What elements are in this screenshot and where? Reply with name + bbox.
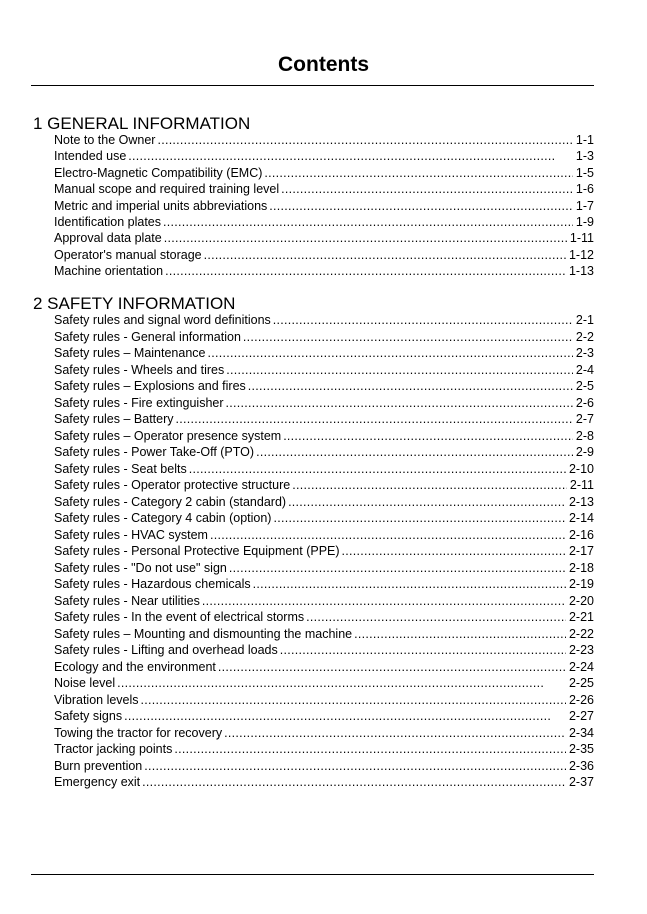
- toc-entry-title: Safety rules - Fire extinguisher: [54, 395, 224, 410]
- toc-entry-title: Safety rules - In the event of electrical storms: [54, 610, 305, 624]
- toc-entry-title: Safety rules – Mounting and dismounting the machine: [54, 626, 353, 641]
- toc-entry-title: Safety rules – Battery: [54, 412, 174, 426]
- dot-leader: [354, 626, 566, 643]
- toc-entry[interactable]: [54, 593, 594, 610]
- toc-entry-page: 2-34: [568, 725, 594, 740]
- toc-entry-page: 2-3: [575, 346, 594, 360]
- toc-entry-title: Safety rules - Personal Protective Equipment (PPE): [54, 544, 340, 558]
- toc-entry[interactable]: [54, 725, 594, 742]
- toc-entry-title: Safety rules - Near utilities: [54, 593, 200, 608]
- toc-entry-page: 2-23: [568, 643, 594, 657]
- toc-entry-title: Approval data plate: [54, 231, 162, 246]
- toc-entry-title: Identification plates: [54, 214, 162, 229]
- toc-entry-title: Safety rules - Operator protective structure: [54, 478, 291, 492]
- toc-entry-page: 2-8: [575, 428, 594, 443]
- toc-entry-title: Manual scope and required training level: [54, 182, 280, 197]
- toc-entry-title: Safety rules and signal word definitions: [54, 313, 271, 327]
- toc-entry-page: 2-19: [568, 577, 594, 591]
- dot-leader: [280, 642, 566, 659]
- toc-entry-page: 2-17: [568, 544, 594, 558]
- toc-entry[interactable]: [54, 642, 594, 659]
- dot-leader: [253, 576, 566, 593]
- dot-leader: [224, 725, 566, 742]
- toc-entry-page: 1-11: [569, 231, 594, 246]
- toc-entry-title: Safety rules - Category 2 cabin (standard): [54, 494, 287, 509]
- toc-entry[interactable]: [54, 362, 594, 379]
- toc-entry[interactable]: [54, 510, 594, 527]
- toc-entry-title: Vibration levels: [54, 692, 139, 707]
- toc-entry[interactable]: [54, 345, 594, 362]
- dot-leader: [142, 774, 566, 791]
- toc-entry-title: Noise level: [54, 676, 116, 690]
- dot-leader: [292, 477, 567, 494]
- toc-entry-page: 1-3: [575, 149, 594, 164]
- dot-leader: [202, 593, 566, 610]
- toc-entry-page: 2-2: [575, 329, 594, 344]
- toc-entry-title: Safety rules - Seat belts: [54, 461, 187, 476]
- toc-entry-page: 2-10: [568, 461, 594, 476]
- toc-entry[interactable]: [54, 263, 594, 279]
- toc-entry-page: 2-35: [568, 742, 594, 756]
- toc-entry[interactable]: [54, 560, 594, 577]
- toc-entry-page: 2-24: [568, 659, 594, 674]
- toc-entry[interactable]: [54, 543, 594, 560]
- toc-entry[interactable]: [54, 395, 594, 412]
- toc-entry-title: Safety rules - Category 4 cabin (option): [54, 511, 272, 525]
- toc-entry[interactable]: [54, 477, 594, 494]
- toc-entry-title: Safety rules - Lifting and overhead loads: [54, 643, 278, 657]
- toc-entry-page: 2-7: [575, 412, 594, 426]
- toc-entry-page: 2-26: [568, 692, 594, 707]
- toc-entry-title: Operator's manual storage: [54, 247, 202, 262]
- toc-entry-page: 2-21: [568, 610, 594, 624]
- dot-leader: [226, 362, 573, 379]
- dot-leader: [243, 329, 573, 346]
- toc-entry-page: 2-11: [569, 478, 594, 492]
- toc-entry[interactable]: [54, 774, 594, 791]
- toc-entry-title: Electro-Magnetic Compatibility (EMC): [54, 165, 263, 180]
- toc-entry-title: Safety rules - Power Take-Off (PTO): [54, 445, 255, 459]
- toc-entry-page: 2-25: [568, 676, 594, 690]
- toc-entry[interactable]: [54, 758, 594, 775]
- dot-leader: [204, 247, 566, 263]
- toc-entry-title: Metric and imperial units abbreviations: [54, 198, 268, 213]
- toc-entry-page: 2-4: [575, 362, 594, 377]
- toc-entry-title: Ecology and the environment: [54, 659, 216, 674]
- toc-entry[interactable]: [54, 626, 594, 643]
- dot-leader: [273, 510, 566, 527]
- toc-entry[interactable]: [54, 132, 594, 148]
- dot-leader: [229, 560, 566, 577]
- toc-entry[interactable]: [54, 411, 594, 428]
- toc-entry-title: Safety rules - "Do not use" sign: [54, 560, 227, 575]
- toc-entry-title: Safety rules - Wheels and tires: [54, 362, 225, 377]
- toc-entry-title: Towing the tractor for recovery: [54, 725, 223, 740]
- toc-entry-title: Safety rules - General information: [54, 329, 241, 344]
- toc-entry-page: 2-13: [568, 494, 594, 509]
- toc-entry-page: 2-36: [568, 758, 594, 773]
- dot-leader: [128, 148, 573, 164]
- dot-leader: [281, 181, 573, 197]
- toc-entry[interactable]: [54, 428, 594, 445]
- toc-entry-page: 1-7: [575, 198, 594, 213]
- page-title: Contents: [278, 53, 369, 76]
- dot-leader: [218, 659, 566, 676]
- dot-leader: [269, 198, 573, 214]
- toc-entry[interactable]: [54, 527, 594, 544]
- toc-entry[interactable]: [54, 378, 594, 395]
- toc-entry[interactable]: [54, 741, 594, 758]
- toc-entry-page: 1-9: [575, 214, 594, 229]
- toc-entry-page: 1-13: [568, 264, 594, 279]
- toc-entry-title: Safety rules – Maintenance: [54, 346, 206, 360]
- toc-entry-page: 2-14: [568, 511, 594, 525]
- toc-entry-page: 2-18: [568, 560, 594, 575]
- toc-section-safety-information: [33, 295, 594, 791]
- toc-entry-page: 1-12: [568, 247, 594, 262]
- toc-entry-title: Safety rules - Hazardous chemicals: [54, 577, 251, 591]
- toc-entry[interactable]: [54, 444, 594, 461]
- dot-leader: [226, 395, 573, 412]
- toc-entry[interactable]: [54, 230, 594, 246]
- dot-leader: [248, 378, 573, 395]
- toc-section-general-information: [33, 115, 594, 280]
- toc-entry[interactable]: [54, 165, 594, 181]
- toc-entry[interactable]: [54, 692, 594, 709]
- header-divider: [31, 85, 594, 86]
- toc-entry[interactable]: [54, 675, 594, 692]
- toc-entry-page: 2-27: [568, 709, 594, 723]
- toc-entry[interactable]: [54, 198, 594, 214]
- toc-entry-title: Machine orientation: [54, 264, 164, 279]
- dot-leader: [117, 675, 566, 692]
- section-heading: 2 SAFETY INFORMATION: [33, 294, 236, 313]
- footer-divider: [31, 874, 594, 875]
- toc-entry-page: 1-1: [575, 133, 594, 147]
- dot-leader: [174, 741, 566, 758]
- toc-entry[interactable]: [54, 609, 594, 626]
- toc-entry-page: 2-5: [575, 379, 594, 393]
- toc-entry-page: 2-16: [568, 527, 594, 542]
- toc-list: [33, 132, 594, 280]
- dot-leader: [176, 411, 573, 428]
- toc-entry-title: Safety signs: [54, 709, 123, 723]
- toc-entry-page: 1-6: [575, 182, 594, 197]
- toc-entry[interactable]: [54, 247, 594, 263]
- toc-entry[interactable]: [54, 214, 594, 230]
- toc-entry[interactable]: [54, 329, 594, 346]
- toc-entry-title: Burn prevention: [54, 758, 143, 773]
- toc-entry-page: 2-9: [575, 445, 594, 459]
- toc-entry[interactable]: [54, 576, 594, 593]
- toc-entry[interactable]: [54, 659, 594, 676]
- toc-entry-page: 2-37: [568, 775, 594, 789]
- dot-leader: [207, 345, 572, 362]
- section-heading: 1 GENERAL INFORMATION: [33, 114, 251, 133]
- toc-entry[interactable]: [54, 494, 594, 511]
- dot-leader: [256, 444, 573, 461]
- dot-leader: [164, 230, 567, 246]
- dot-leader: [163, 214, 573, 230]
- toc-entry-page: 2-1: [575, 313, 594, 327]
- dot-leader: [124, 708, 566, 725]
- toc-entry-page: 2-22: [568, 626, 594, 641]
- toc-entry-page: 1-5: [575, 165, 594, 180]
- toc-entry[interactable]: [54, 312, 594, 329]
- dot-leader: [273, 312, 573, 329]
- toc-entry[interactable]: [54, 461, 594, 478]
- dot-leader: [157, 132, 572, 148]
- dot-leader: [288, 494, 566, 511]
- toc-entry-title: Intended use: [54, 149, 127, 164]
- toc-entry[interactable]: [54, 181, 594, 197]
- dot-leader: [141, 692, 566, 709]
- dot-leader: [283, 428, 573, 445]
- toc-entry-title: Note to the Owner: [54, 133, 156, 147]
- toc-entry-page: 2-20: [568, 593, 594, 608]
- toc-entry-title: Tractor jacking points: [54, 742, 173, 756]
- dot-leader: [342, 543, 566, 560]
- toc-entry-title: Emergency exit: [54, 775, 141, 789]
- toc-entry-title: Safety rules – Operator presence system: [54, 428, 282, 443]
- toc-entry-title: Safety rules – Explosions and fires: [54, 379, 246, 393]
- toc-entry-page: 2-6: [575, 395, 594, 410]
- toc-entry[interactable]: [54, 148, 594, 164]
- toc-entry-title: Safety rules - HVAC system: [54, 527, 208, 542]
- dot-leader: [144, 758, 566, 775]
- dot-leader: [165, 263, 566, 279]
- toc-entry[interactable]: [54, 708, 594, 725]
- dot-leader: [306, 609, 566, 626]
- toc-list: [33, 312, 594, 791]
- dot-leader: [210, 527, 566, 544]
- dot-leader: [189, 461, 566, 478]
- dot-leader: [264, 165, 573, 181]
